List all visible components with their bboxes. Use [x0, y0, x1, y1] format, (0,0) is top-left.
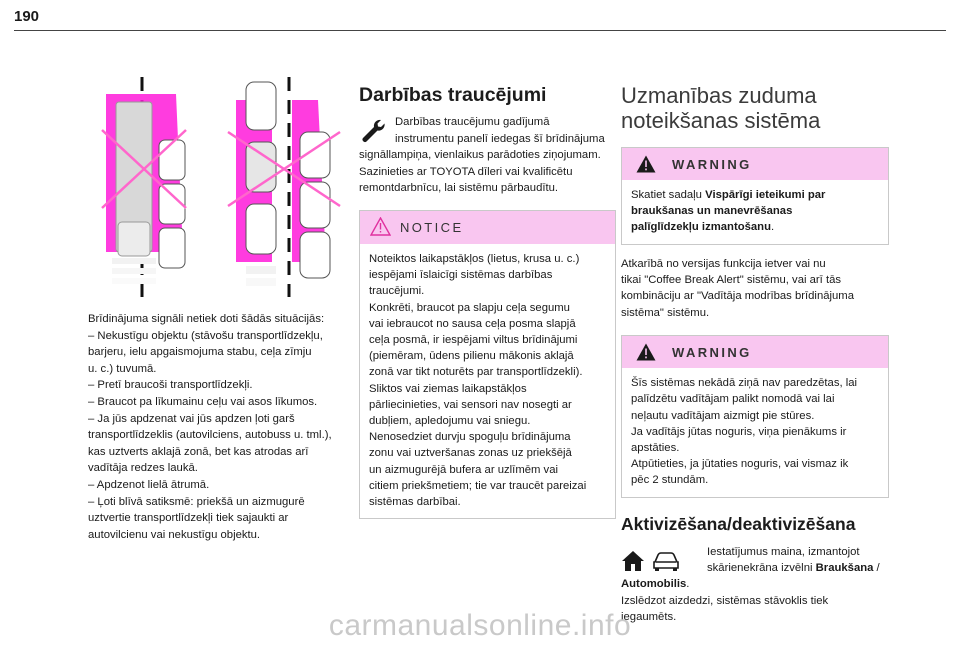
column-right — [621, 84, 889, 626]
page-number: 190 — [14, 8, 40, 25]
text-line: transportlīdzeklis (autovilciens, autobuss u. tml.), — [88, 429, 332, 442]
text-line: tikai "Coffee Break Alert" sistēmu, vai arī tās — [621, 274, 842, 287]
heading-line: noteikšanas sistēma — [621, 107, 821, 133]
text-line: kombināciju ar "Vadītāja modrības brīdinājuma — [621, 290, 854, 303]
bold-text: Vispārīgi ieteikumi par — [705, 189, 826, 201]
text-line: instrumentu panelī iedegas šī brīdinājuma — [395, 132, 605, 145]
warning-triangle-icon — [636, 343, 656, 361]
text-line: iespējami īslaicīgi sistēmas darbības — [369, 269, 553, 282]
text-line: Sazinieties ar TOYOTA dīleri vai kvalificētu — [359, 165, 573, 178]
text-line: Atpūtieties, ja jūtaties noguris, vai vismaz ik — [631, 458, 849, 471]
text-line: pārliecinieties, vai sensori nav nosegti ar — [369, 398, 572, 411]
text-line: dubļiem, apledojumu vai sniegu. — [369, 415, 531, 427]
text-line: sistēmas darbībai. — [369, 496, 461, 509]
notice-body — [360, 244, 615, 518]
text-line: ceļa posmā, ir iespējami viltus brīdinājumi — [369, 333, 578, 346]
text-line: Nenosedziet durvju spoguļu brīdinājuma — [369, 431, 571, 444]
warning-body — [622, 368, 888, 496]
text-line: Izslēdzot aizdedzi, sistēmas stāvoklis tiek — [621, 594, 829, 607]
text-span: skārienekrāna izvēlni — [707, 562, 816, 575]
text-line: vai iebraucot no sausa ceļa posma slapjā — [369, 317, 576, 330]
warning-header — [622, 336, 888, 368]
text-line: pēc 2 stundām. — [631, 474, 709, 487]
top-rule — [14, 30, 946, 31]
text-line: (piemēram, ūdens pilienu mākonis aklajā — [369, 350, 574, 363]
text-line: – Ja jūs apdzenat vai jūs apdzen ļoti garš — [88, 412, 295, 425]
text-line: Atkarībā no versijas funkcija ietver vai nu — [621, 257, 826, 270]
version-paragraph — [621, 256, 889, 322]
text-line: palīdzētu vadītājam palikt nomodā vai lai — [631, 393, 835, 406]
text-line: vadītāja redzes laukā. — [88, 462, 198, 475]
malfunction-intro — [359, 114, 616, 197]
text-span: . — [686, 578, 690, 591]
notice-box — [359, 210, 616, 519]
text-line: uztvertie transportlīdzekļi tiek sajaukti ar — [88, 512, 289, 525]
notice-label: NOTICE — [400, 219, 464, 235]
conditions-list — [88, 311, 346, 543]
text-span: . — [770, 221, 775, 234]
warning-header — [622, 148, 888, 180]
text-line — [621, 576, 889, 592]
text-line: Konkrēti, braucot pa slapju ceļa segumu — [369, 301, 570, 314]
text-line — [631, 187, 879, 203]
bold-text: Automobilis — [621, 578, 687, 591]
car-icon — [651, 550, 681, 572]
home-icon — [621, 550, 645, 572]
text-line: Sliktos vai ziemas laikapstākļos — [369, 382, 527, 395]
heading-line: Uzmanības zuduma — [621, 83, 817, 108]
bold-text: palīglīdzekļu izmantošanu — [631, 221, 771, 234]
text-line: remontdarbnīcu, lai sistēmu pārbaudītu. — [359, 182, 559, 195]
text-line: – Nekustīgu objektu (stāvošu transportlīdzekļu, — [88, 329, 323, 342]
warning-triangle-icon — [636, 155, 656, 173]
notice-header — [360, 211, 615, 244]
text-line: zonā var tikt noturēts par transportlīdzekli). — [369, 366, 583, 379]
text-line: kas uztverts aklajā zonā, bet kas atrodas arī — [88, 445, 309, 458]
text-line: signāllampiņa, vienlaikus parādoties ziņojumam. — [359, 149, 601, 162]
text-line — [631, 219, 879, 235]
text-span: Skatiet sadaļu — [631, 189, 706, 201]
text-line: apstāties. — [631, 442, 680, 455]
text-line: zonu vai uztveršanas zonas uz priekšējā — [369, 447, 572, 460]
warning-body — [622, 180, 888, 244]
text-line: – Braucot pa līkumainu ceļu vai asos līkumos. — [88, 395, 318, 408]
text-span: / — [873, 562, 880, 575]
section-heading-malfunctions: Darbības traucējumi — [359, 84, 547, 106]
text-line: citiem priekšmetiem; tie var traucēt pareizai — [369, 479, 587, 492]
text-line: un aizmugurējā bufera ar uzlīmēm vai — [369, 463, 558, 476]
text-line: iegaumēts. — [621, 611, 677, 624]
bold-text: braukšanas un manevrēšanas — [631, 205, 793, 218]
text-line: neļautu vadītājam aizmigt pie stūres. — [631, 409, 815, 422]
text-line: autovilcienu vai nekustīgu objektu. — [88, 528, 261, 541]
column-left — [88, 72, 346, 543]
column-middle — [359, 82, 616, 519]
text-line: barjeru, ielu apgaismojuma stabu, ceļa zīmju — [88, 346, 312, 359]
warning-label: WARNING — [672, 157, 752, 172]
text-line: traucējumi. — [369, 285, 425, 298]
text-line: Darbības traucējumu gadījumā — [395, 116, 550, 128]
text-line: sistēma" sistēmu. — [621, 306, 710, 319]
text-line: – Pretī braucoši transportlīdzekļi. — [88, 379, 253, 392]
text-line: – Ļoti blīvā satiksmē: priekšā un aizmugurē — [88, 495, 305, 508]
text-line: – Apdzenot lielā ātrumā. — [88, 478, 210, 491]
wrench-icon — [359, 117, 387, 145]
text-line: Iestatījumus maina, izmantojot — [707, 545, 860, 558]
warning-box-2 — [621, 335, 889, 497]
blind-spot-illustration — [88, 72, 346, 300]
section-heading-activation: Aktivizēšana/deaktivizēšana — [621, 513, 856, 534]
text-line: Šīs sistēmas nekādā ziņā nav paredzētas, lai — [631, 377, 858, 390]
text-line: Noteiktos laikapstākļos (lietus, krusa u. c.) — [369, 252, 580, 265]
section-heading-attention — [621, 84, 889, 133]
warning-label: WARNING — [672, 345, 752, 361]
text-line: Ja vadītājs jūtas noguris, viņa pienākums ir — [631, 425, 847, 438]
warning-triangle-icon — [370, 217, 391, 236]
watermark: carmanualsonline.info — [328, 609, 632, 642]
text-line: u. c.) tuvumā. — [88, 362, 157, 375]
text-line: Brīdinājuma signāli netiek doti šādās situācijās: — [88, 313, 325, 325]
bold-text: Braukšana — [815, 562, 874, 575]
warning-box-1 — [621, 147, 889, 245]
